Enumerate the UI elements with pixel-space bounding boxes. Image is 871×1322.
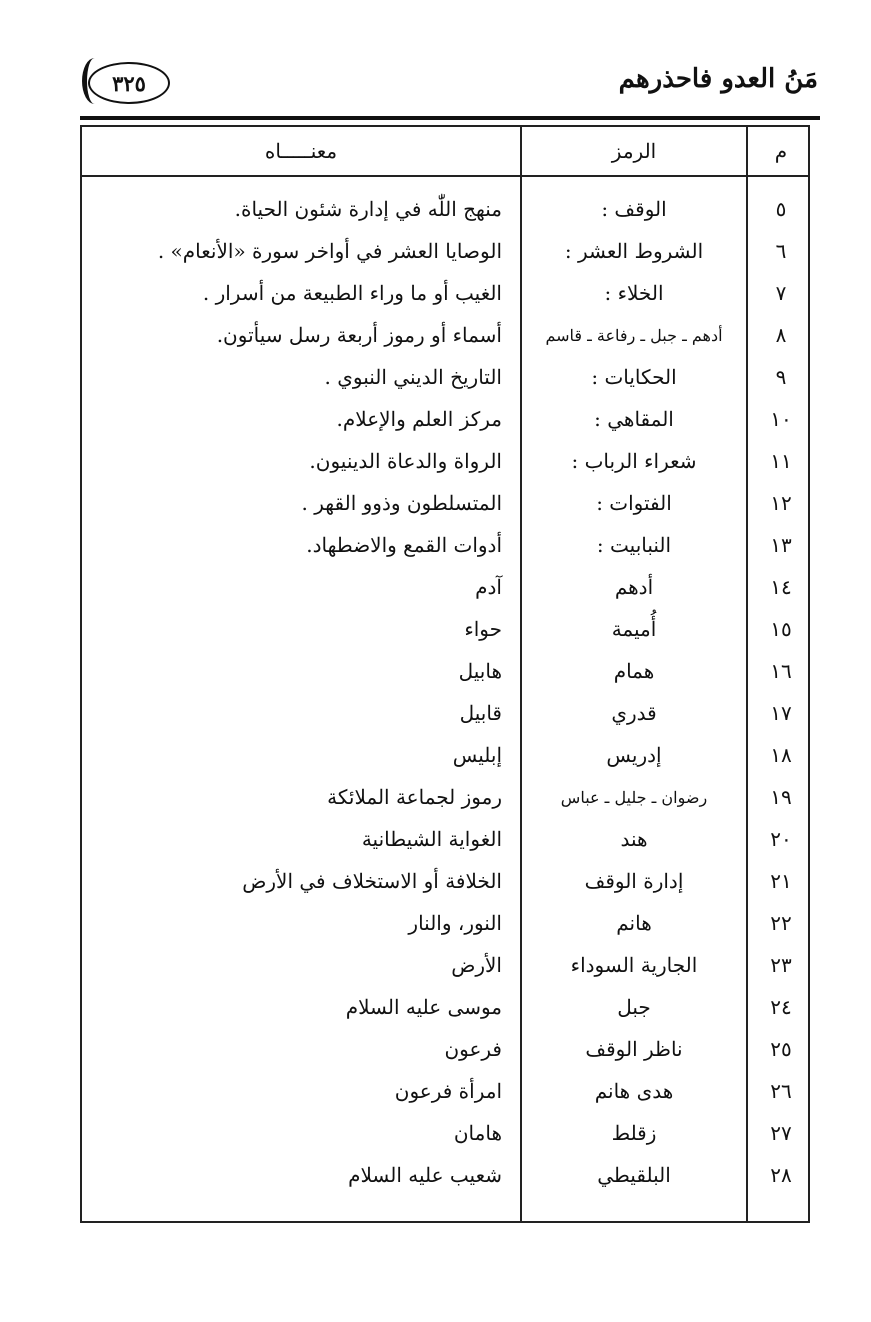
row-meaning: أسماء أو رموز أربعة رسل سيأتون. — [216, 323, 502, 347]
table-row — [82, 569, 808, 611]
row-symbol: البلقيطي — [597, 1163, 671, 1187]
table-row — [82, 737, 808, 779]
table-row — [82, 233, 808, 275]
row-meaning: الغيب أو ما وراء الطبيعة من أسرار . — [202, 281, 502, 305]
table-row — [82, 989, 808, 1031]
table-row — [82, 695, 808, 737]
table-row — [82, 1073, 808, 1115]
row-symbol: جبل — [617, 995, 651, 1019]
row-symbol: أدهم ـ جبل ـ رفاعة ـ قاسم — [545, 326, 723, 345]
row-number: ١٢ — [770, 491, 792, 515]
row-number: ٢٢ — [770, 911, 792, 935]
glossary-table — [80, 125, 810, 1223]
row-symbol: إدريس — [606, 743, 662, 767]
row-number: ١٦ — [770, 659, 792, 683]
row-symbol: الجارية السوداء — [570, 953, 698, 977]
table-row — [82, 485, 808, 527]
row-number: ١٤ — [770, 575, 792, 599]
row-number: ٢٥ — [770, 1037, 792, 1061]
column-header-number: م — [774, 139, 788, 163]
row-number: ١٣ — [770, 533, 792, 557]
row-meaning: الرواة والدعاة الدينيون. — [309, 449, 502, 473]
page-number: ٣٢٥ — [88, 62, 170, 104]
column-header-symbol: الرمز — [611, 139, 657, 163]
row-number: ١٧ — [770, 701, 792, 725]
row-symbol: إدارة الوقف — [584, 869, 684, 893]
row-number: ٢١ — [770, 869, 792, 893]
row-symbol: قدري — [611, 701, 657, 725]
row-symbol: ناظر الوقف — [585, 1037, 683, 1061]
row-number: ٨ — [775, 323, 787, 347]
row-number: ٢٣ — [770, 953, 792, 977]
row-meaning: هابيل — [458, 659, 502, 683]
table-row — [82, 401, 808, 443]
page-header — [80, 52, 820, 122]
row-number: ٧ — [775, 281, 787, 305]
table-row — [82, 947, 808, 989]
row-number: ٩ — [775, 365, 787, 389]
row-meaning: الخلافة أو الاستخلاف في الأرض — [242, 869, 502, 893]
table-row — [82, 443, 808, 485]
table-row — [82, 611, 808, 653]
row-meaning: التاريخ الديني النبوي . — [324, 365, 502, 389]
table-row — [82, 1031, 808, 1073]
table-row — [82, 1157, 808, 1199]
row-symbol: هند — [620, 827, 648, 851]
row-symbol: النبابيت : — [596, 533, 672, 557]
row-symbol: الوقف : — [601, 197, 667, 221]
row-meaning: النور، والنار — [408, 911, 502, 935]
row-symbol: رضوان ـ جليل ـ عباس — [560, 788, 708, 807]
row-number: ٢٦ — [770, 1079, 792, 1103]
row-meaning: قابيل — [459, 701, 502, 725]
table-row — [82, 191, 808, 233]
row-meaning: شعيب عليه السلام — [348, 1163, 502, 1187]
row-meaning: منهج اللّٰه في إدارة شئون الحياة. — [234, 197, 502, 221]
table-body — [82, 191, 808, 1199]
row-symbol: أُميمة — [611, 617, 657, 641]
header-row-divider — [82, 175, 808, 177]
row-number: ١٨ — [770, 743, 792, 767]
row-meaning: رموز لجماعة الملائكة — [327, 785, 502, 809]
row-number: ١٠ — [770, 407, 792, 431]
row-meaning: مركز العلم والإعلام. — [336, 407, 502, 431]
row-meaning: فرعون — [444, 1037, 502, 1061]
row-number: ٢٨ — [770, 1163, 792, 1187]
row-meaning: آدم — [475, 575, 502, 599]
row-symbol: الفتوات : — [596, 491, 672, 515]
table-row — [82, 1115, 808, 1157]
row-meaning: الغواية الشيطانية — [361, 827, 502, 851]
row-symbol: هانم — [616, 911, 652, 935]
table-row — [82, 905, 808, 947]
row-symbol: الخلاء : — [604, 281, 664, 305]
row-symbol: هدى هانم — [594, 1079, 674, 1103]
row-symbol: الشروط العشر : — [564, 239, 704, 263]
row-number: ٢٧ — [770, 1121, 792, 1145]
row-number: ٢٠ — [770, 827, 792, 851]
row-meaning: أدوات القمع والاضطهاد. — [306, 533, 502, 557]
row-meaning: المتسلطون وذوو القهر . — [301, 491, 502, 515]
row-symbol: همام — [613, 659, 655, 683]
row-meaning: إبليس — [452, 743, 502, 767]
table-row — [82, 527, 808, 569]
table-row — [82, 863, 808, 905]
row-symbol: المقاهي : — [594, 407, 674, 431]
row-meaning: حواء — [464, 617, 502, 641]
table-row — [82, 779, 808, 821]
row-meaning: موسى عليه السلام — [345, 995, 502, 1019]
row-number: ١١ — [770, 449, 792, 473]
header-rule — [80, 116, 820, 120]
row-number: ٥ — [775, 197, 787, 221]
column-header-meaning: معنـــــاه — [264, 139, 338, 163]
row-symbol: شعراء الرباب : — [571, 449, 697, 473]
row-number: ٢٤ — [770, 995, 792, 1019]
table-row — [82, 317, 808, 359]
running-title: مَنُ العدو فاحذرهم — [618, 64, 818, 94]
table-row — [82, 653, 808, 695]
table-row — [82, 275, 808, 317]
row-number: ٦ — [775, 239, 787, 263]
row-meaning: الأرض — [451, 953, 502, 977]
row-symbol: زقلط — [611, 1121, 657, 1145]
row-meaning: الوصايا العشر في أواخر سورة «الأنعام» . — [157, 239, 502, 263]
table-row — [82, 359, 808, 401]
row-symbol: أدهم — [614, 575, 654, 599]
row-meaning: هامان — [453, 1121, 502, 1145]
row-meaning: امرأة فرعون — [394, 1079, 502, 1103]
row-number: ١٩ — [770, 785, 792, 809]
row-symbol: الحكايات : — [591, 365, 677, 389]
row-number: ١٥ — [770, 617, 792, 641]
table-row — [82, 821, 808, 863]
